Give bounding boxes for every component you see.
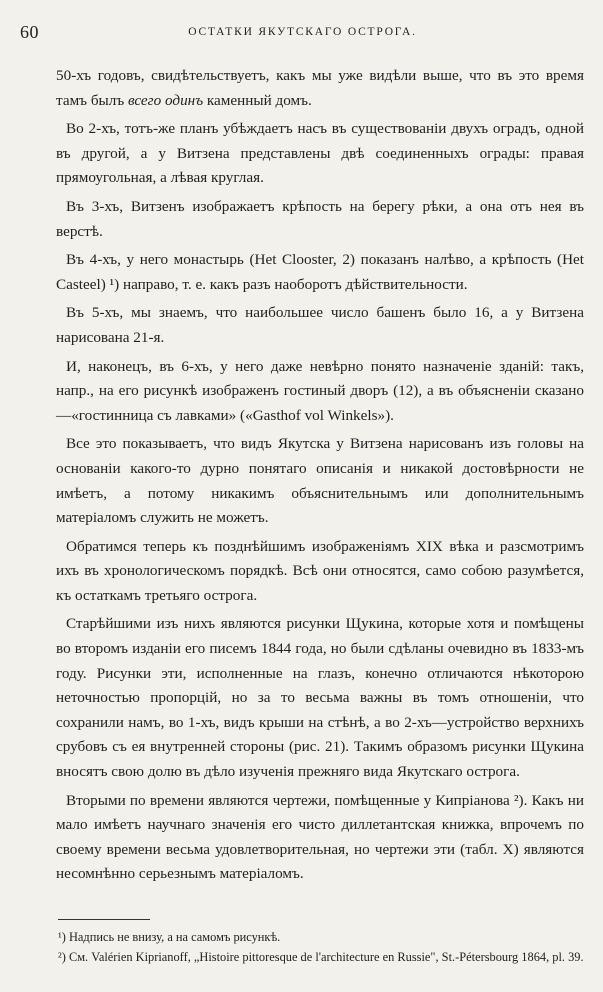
page-header — [20, 22, 585, 46]
paragraph-8 — [56, 535, 584, 609]
footnote-2: ²) См. Valérien Kiprianoff, „Histoire pittoresque de l'architecture en Russie", St.-Pétersbourg 1864, pl. 39. — [58, 950, 584, 964]
footnote-divider — [58, 919, 150, 920]
paragraph-8-text: Обратимся теперь къ позднѣйшимъ изображеніямъ XIX вѣка и разсмотримъ ихъ въ хронологическомъ порядкѣ. Всѣ они относятся, само собою разумѣется, къ остаткамъ третьяго острога. — [56, 537, 584, 604]
paragraph-9-text: Старѣйшими изъ нихъ являются рисунки Щукина, которые хотя и помѣщены во второмъ изданіи его писемъ 1844 года, но были сдѣланы очевидно въ 1833-мъ году. Рисунки эти, исполненные на глазъ, конечно отличаются нѣкоторою неточностью пропорцій, но за то весьма важны въ томъ отношеніи, что сохранили намъ, во 1-хъ, видъ крыши на стѣнѣ, а во 2-хъ—устройство верхнихъ срубовъ съ ея внутренней стороны (рис. 21). Такимъ образомъ рисунки Щукина вносятъ свою долю въ дѣло изученія прежняго вида Якутскаго острога. — [56, 615, 584, 781]
body-text — [56, 64, 584, 887]
paragraph-1-text-a: 50-хъ годовъ, свидѣтельствуетъ, какъ мы уже видѣли выше, что въ это время тамъ былъ — [56, 67, 584, 109]
paragraph-9 — [56, 612, 584, 784]
paragraph-3-text: Въ 3-хъ, Витзенъ изображаетъ крѣпость на берегу рѣки, а она отъ нея въ верстѣ. — [56, 197, 584, 240]
footnotes — [56, 927, 584, 967]
page-number: 60 — [20, 22, 39, 42]
paragraph-1 — [56, 64, 584, 113]
paragraph-10-text: Вторыми по времени являются чертежи, помѣщенные у Кипріанова ²). Какъ ни мало имѣетъ научнаго значенія его чисто диллетантская книжка, впрочемъ по своему времени весьма удовлетворительная, но чертежи эти (табл. X) являются несомнѣнно серьезнымъ матеріаломъ. — [56, 791, 584, 883]
paragraph-1-text-b: каменный домъ. — [203, 91, 312, 109]
running-head: ОСТАТКИ ЯКУТСКАГО ОСТРОГА. — [188, 26, 417, 38]
footnote-1: ¹) Надпись не внизу, а на самомъ рисункѣ. — [58, 930, 281, 944]
paragraph-2 — [56, 117, 584, 191]
paragraph-6 — [56, 355, 584, 429]
paragraph-6-text: И, наконецъ, въ 6-хъ, у него даже невѣрно понято назначеніе зданій: такъ, напр., на его рисункѣ изображенъ гостиный дворъ (12), а въ объясненіи сказано—«гостинница съ лавками» («Gasthof vol Winkels»). — [56, 357, 584, 424]
paragraph-5 — [56, 301, 584, 350]
paragraph-1-emphasis: всего одинъ — [128, 91, 204, 109]
paragraph-7-text: Все это показываетъ, что видъ Якутска у Витзена нарисованъ изъ головы на основаніи какого-то дурно понятаго описанія и никакой достовѣрности не имѣетъ, а потому никакимъ объяснительнымъ или дополнительнымъ матеріаломъ служить не можетъ. — [56, 435, 584, 527]
paragraph-5-text: Въ 5-хъ, мы знаемъ, что наибольшее число башенъ было 16, а у Витзена нарисована 21-я. — [56, 304, 584, 346]
paragraph-3 — [56, 195, 584, 244]
paragraph-2-text: Во 2-хъ, тотъ-же планъ убѣждаетъ насъ въ существованіи двухъ оградъ, одной въ другой, а у Витзена представлены двѣ соединенныхъ ограды: правая прямоугольная, а лѣвая круглая. — [56, 120, 584, 187]
paragraph-7 — [56, 432, 584, 530]
paragraph-10 — [56, 789, 584, 887]
paragraph-4 — [56, 248, 584, 297]
paragraph-4-text: Въ 4-хъ, у него монастырь (Het Clooster, 2) показанъ налѣво, а крѣпость (Het Casteel) ¹) направо, т. е. какъ разъ наоборотъ дѣйствительности. — [56, 251, 584, 293]
